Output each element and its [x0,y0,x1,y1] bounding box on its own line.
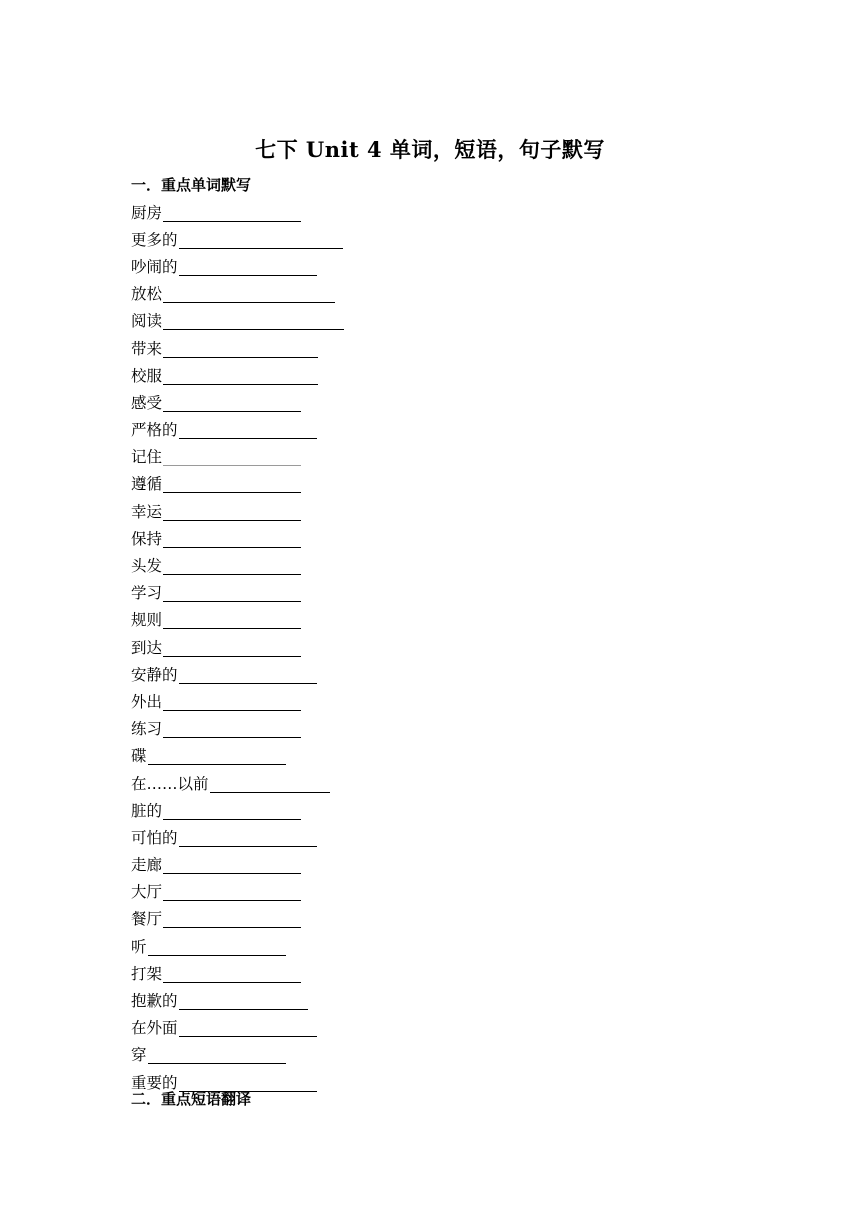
answer-blank[interactable] [163,396,301,412]
word-prompt: 阅读 [131,312,163,331]
answer-blank[interactable] [163,858,301,874]
word-prompt: 更多的 [131,230,178,249]
answer-blank[interactable] [163,287,335,303]
word-row [131,280,344,307]
word-row [131,769,344,796]
word-row [131,579,344,606]
word-row [131,497,344,524]
word-prompt: 听 [131,937,147,956]
word-row [131,905,344,932]
word-prompt: 保持 [131,529,163,548]
answer-blank[interactable] [163,206,301,222]
word-prompt: 校服 [131,366,163,385]
word-row [131,388,344,415]
answer-blank[interactable] [163,912,301,928]
word-prompt: 头发 [131,557,163,576]
word-row [131,334,344,361]
answer-blank[interactable] [163,314,344,330]
word-row [131,1014,344,1041]
word-prompt: 吵闹的 [131,257,178,276]
word-row [131,660,344,687]
word-row [131,633,344,660]
word-prompt: 严格的 [131,421,178,440]
word-prompt: 记住 [131,448,163,467]
answer-blank[interactable] [163,885,301,901]
word-row [131,796,344,823]
answer-blank[interactable] [179,668,317,684]
word-prompt: 抱歉的 [131,992,178,1011]
answer-blank[interactable] [148,940,286,956]
word-prompt: 重要的 [131,1073,178,1092]
section-heading-key-phrases: 二．重点短语翻译 [131,1090,252,1108]
answer-blank[interactable] [163,559,301,575]
word-row [131,606,344,633]
word-prompt: 餐厅 [131,910,163,929]
word-prompt: 练习 [131,720,163,739]
answer-blank[interactable] [163,695,301,711]
word-row [131,986,344,1013]
word-prompt: 幸运 [131,502,163,521]
answer-blank[interactable] [163,450,301,466]
answer-blank[interactable] [163,532,301,548]
word-prompt: 放松 [131,285,163,304]
answer-blank[interactable] [163,342,318,358]
word-prompt: 学习 [131,584,163,603]
word-prompt: 带来 [131,339,163,358]
word-row [131,551,344,578]
word-prompt: 穿 [131,1046,147,1065]
answer-blank[interactable] [163,505,301,521]
answer-blank[interactable] [163,722,301,738]
word-row [131,823,344,850]
word-prompt: 感受 [131,393,163,412]
word-row [131,1041,344,1068]
answer-blank[interactable] [210,777,330,793]
word-prompt: 碟 [131,747,147,766]
word-prompt: 到达 [131,638,163,657]
word-row [131,742,344,769]
word-row [131,524,344,551]
section-heading-key-words: 一．重点单词默写 [131,176,252,194]
answer-blank[interactable] [179,994,308,1010]
word-prompt: 在外面 [131,1019,178,1038]
word-row [131,198,344,225]
answer-blank[interactable] [163,641,301,657]
word-row [131,307,344,334]
word-row [131,959,344,986]
word-row [131,225,344,252]
answer-blank[interactable] [179,233,343,249]
word-prompt: 脏的 [131,801,163,820]
answer-blank[interactable] [179,1021,317,1037]
word-row [131,252,344,279]
answer-blank[interactable] [163,967,301,983]
word-row [131,416,344,443]
answer-blank[interactable] [163,613,301,629]
answer-blank[interactable] [179,423,317,439]
word-row [131,443,344,470]
answer-blank[interactable] [179,831,317,847]
word-row [131,715,344,742]
answer-blank[interactable] [163,804,301,820]
page-title: 七下 Unit 4 单词，短语，句子默写 [255,137,605,162]
word-prompt: 安静的 [131,665,178,684]
word-prompt: 规则 [131,611,163,630]
answer-blank[interactable] [163,586,301,602]
word-prompt: 遵循 [131,475,163,494]
word-prompt: 大厅 [131,883,163,902]
word-prompt: 打架 [131,964,163,983]
answer-blank[interactable] [148,749,286,765]
word-prompt: 可怕的 [131,828,178,847]
word-prompt: 厨房 [131,203,163,222]
answer-blank[interactable] [163,369,318,385]
word-prompt: 外出 [131,692,163,711]
word-prompt: 走廊 [131,856,163,875]
word-row [131,878,344,905]
word-prompt: 在……以前 [131,774,209,793]
answer-blank[interactable] [179,260,317,276]
answer-blank[interactable] [163,477,301,493]
word-row [131,470,344,497]
word-row [131,851,344,878]
word-dictation-list [131,198,344,1095]
word-row [131,687,344,714]
word-row [131,361,344,388]
answer-blank[interactable] [148,1048,286,1064]
word-row [131,932,344,959]
